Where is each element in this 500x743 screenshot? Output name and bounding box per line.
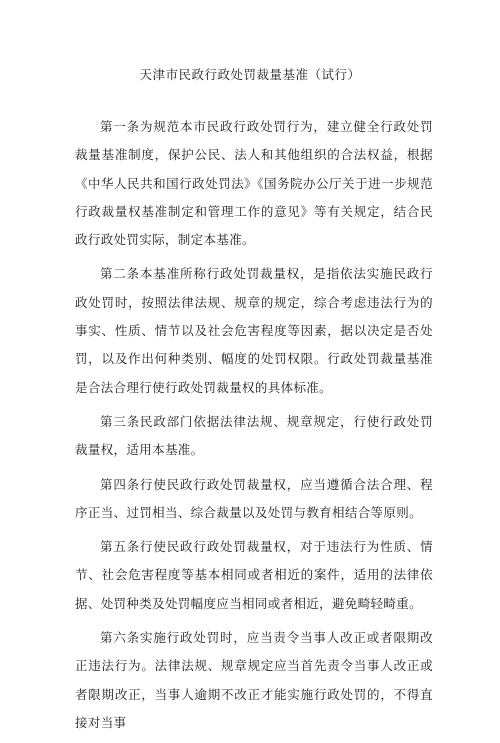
article-6-paragraph: 第六条实施行政处罚时，应当责令当事人改正或者限期改正违法行为。法律法规、规章规定应当首先责令当事人改正或者限期改正，当事人逾期不改正才能实施行政处罚的，不得直接对当事 <box>75 630 433 730</box>
article-5-paragraph: 第五条行使民政行政处罚裁量权，对于违法行为性质、情节、社会危害程度等基本相同或者相近的案件，适用的法律依据、处罚种类及处罚幅度应当相同或者相近，避免畸轻畸重。 <box>75 539 433 611</box>
document-body <box>75 113 433 743</box>
document-title: 天津市民政行政处罚裁量基准（试行） <box>139 67 361 82</box>
article-2-paragraph: 第二条本基准所称行政处罚裁量权，是指依法实施民政行政处罚时，按照法律法规、规章的规定，综合考虑违法行为的事实、性质、情节以及社会危害程度等因素，据以决定是否处罚，以及作出何种类别、幅度的处罚权限。行政处罚裁量基准是合法合理行使行政处罚裁量权的具体标准。 <box>75 266 433 395</box>
article-1-paragraph: 第一条为规范本市民政行政处罚行为，建立健全行政处罚裁量基准制度，保护公民、法人和其他组织的合法权益，根据《中华人民共和国行政处罚法》《国务院办公厅关于进一步规范行政裁量权基准制定和管理工作的意见》等有关规定，结合民政行政处罚实际，制定本基准。 <box>75 119 433 248</box>
article-4-paragraph: 第四条行使民政行政处罚裁量权，应当遵循合法合理、程序正当、过罚相当、综合裁量以及处罚与教育相结合等原则。 <box>75 476 433 520</box>
article-3-paragraph: 第三条民政部门依据法律法规、规章规定，行使行政处罚裁量权，适用本基准。 <box>75 413 433 458</box>
